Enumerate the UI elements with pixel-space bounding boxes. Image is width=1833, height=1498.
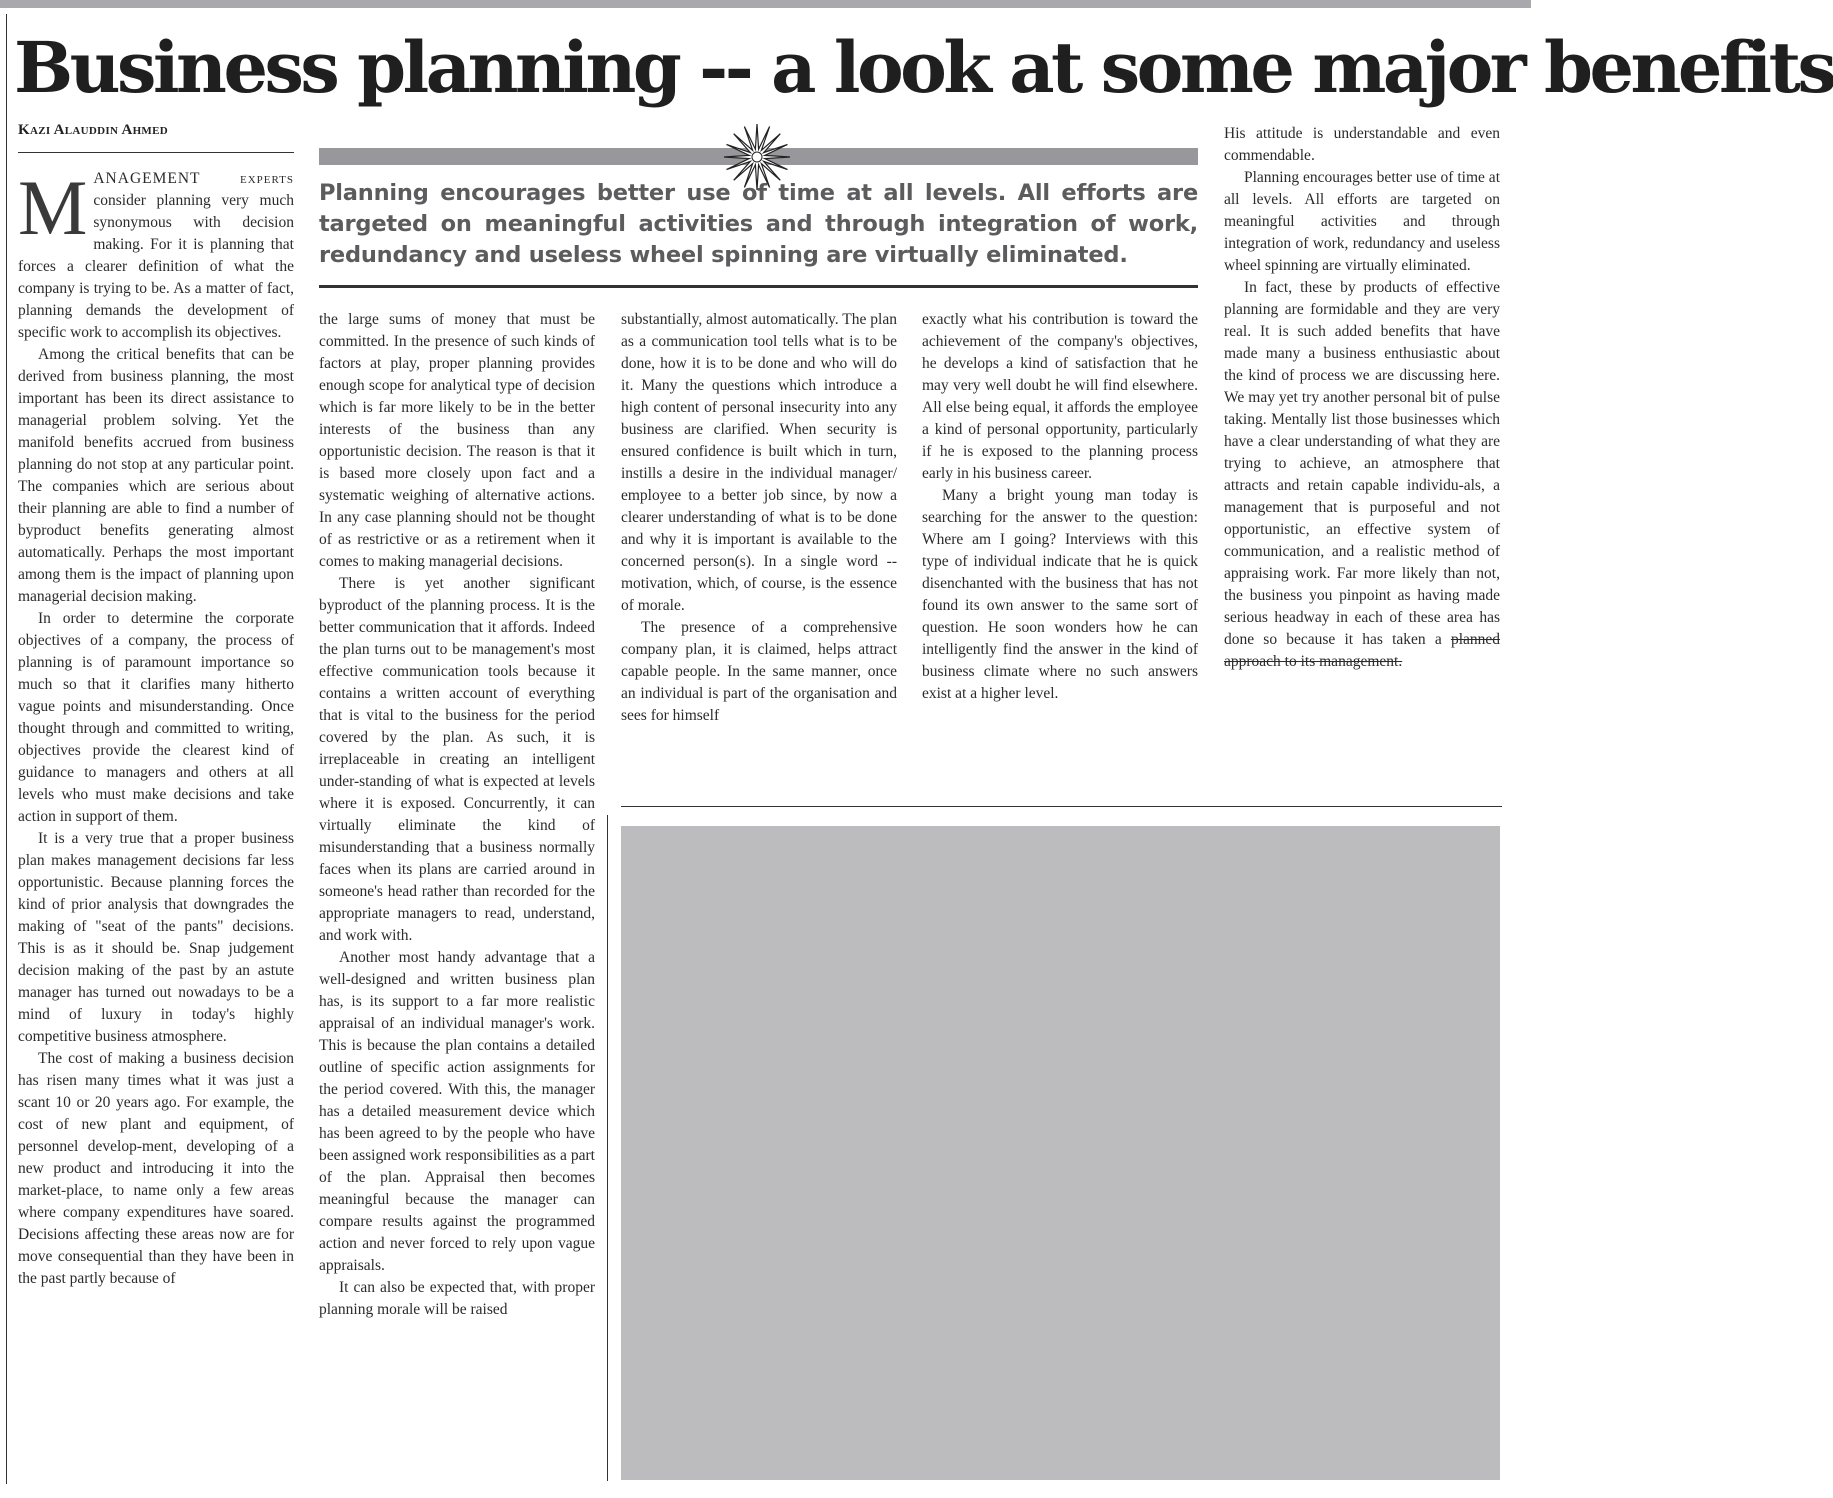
- paragraph: His attitude is understandable and even commendable.: [1224, 125, 1500, 164]
- paragraph-text: In fact, these by products of effective planning are formidable and they are very real. It is such added benefits that have made many a business enthusiastic about the kind of process we are discussing here. We may yet try another personal bit of pulse taking. Mentally list those businesses which have a clear understanding of what they are trying to achieve, an atmosphere that attracts and retain capable individu-als, a management that is purposeful and not opportunistic, an effective system of communication, and a realistic method of appraising work. Far more likely than not, the business you pinpoint as having made serious headway in each of these area has done so because it has taken a: [1224, 279, 1500, 648]
- struck-last-line: planned approach to its management.: [1224, 631, 1501, 670]
- paragraph: Another most handy advantage that a well-designed and written business plan has, is its support to a far more realistic appraisal of an individual manager's work. This is because the plan contains a detailed outline of specific action assignments for the period covered. With this, the manager has a detailed measurement device which has been agreed to by the people who have been assigned work responsibilities as a part of the plan. Appraisal then becomes meaningful because the manager can compare results against the programmed action and never forced to rely upon vague appraisals.: [319, 949, 595, 1274]
- photo-top-rule: [621, 806, 1502, 807]
- paragraph: Among the critical benefits that can be derived from business planning, the most important has been its direct assistance to managerial problem solving. Yet the manifold benefits accrued from business planning do not stop at any particular point. The companies which are serious about their planning are able to find a number of byproduct benefits generating almost automatically. Perhaps the most important among them is the impact of planning upon managerial decision making.: [18, 346, 294, 605]
- paragraph: It is a very true that a proper business plan makes management decisions far less opportunistic. Because planning forces the kind of prior analysis that downgrades the making of "seat of the pants" decisions. This is as it should be. Snap judgement decision making of the past by an astute manager has turned out nowadays to be a mind of luxury in today's highly competitive business atmosphere.: [18, 830, 294, 1045]
- paragraph: substantially, almost automatically. The plan as a communication tool tells what is to be done, how it is to be done and who will do it. Many the questions which introduce a high content of personal insecurity into any business are clarified. When security is ensured confidence is built which in turn, instills a desire in the individual manager/ employee to a better job since, by now a clearer understanding of what is to be done and why it is important is available to the concerned person(s). In a single word -- motivation, which, of course, is the essence of morale.: [621, 311, 897, 614]
- pull-quote: Planning encourages better use of time at all levels. All efforts are targeted on meaningful activities and through integration of work, redundancy and useless wheel spinning are virtually eliminated.: [319, 180, 1198, 268]
- paragraph-text: consider planning very much synonymous with decision making. For it is planning that forces a clearer definition of what the company is trying to be. As a matter of fact, planning demands the development of specific work to accomplish its objectives.: [18, 192, 294, 341]
- paragraph: exactly what his contribution is toward the achievement of the company's objectives, he develops a kind of satisfaction that he may very well doubt he will find elsewhere. All else being equal, it affords the employee a kind of personal opportunity, particularly if he is exposed to the planning process early in his business career.: [922, 311, 1198, 482]
- top-border-bar: [0, 0, 1531, 8]
- paragraph: [1224, 277, 1500, 673]
- byline: Kazi Alauddin Ahmed: [18, 122, 168, 138]
- article-column-1: [18, 164, 294, 1480]
- paragraph: The presence of a comprehensive company plan, it is claimed, helps attract capable people. In the same manner, once an individual is part of the organisation and sees for himself: [621, 619, 897, 724]
- article-column-5: [1224, 123, 1500, 773]
- paragraph: In order to determine the corporate objectives of a company, the process of planning is of paramount importance so much so that it clarifies many hitherto vague points and misunderstanding. Once thought through and committed to writing, objectives provide the clearest kind of guidance to managers and others at all levels who must make decisions and take action in support of them.: [18, 610, 294, 825]
- paragraph: the large sums of money that must be committed. In the presence of such kinds of factors at play, proper planning provides enough scope for analytical type of decision which is far more likely to be in the better interests of the business than any opportunistic decision. The reason is that it is based more closely upon fact and a systematic weighing of alternative actions. In any case planning should not be thought of as restrictive or as a retirement when it comes to making managerial decisions.: [319, 311, 595, 570]
- drop-cap: M: [18, 164, 88, 251]
- lead-in: ANAGEMENT experts: [93, 170, 294, 187]
- paragraph: Planning encourages better use of time at all levels. All efforts are targeted on meaningful activities and through integration of work, redundancy and useless wheel spinning are virtually eliminated.: [1224, 169, 1500, 274]
- paragraph: Many a bright young man today is searching for the answer to the question: Where am I going? Interviews with this type of individual indicate that he is quick disenchanted with the business that has not found its own answer to the same sort of question. He soon wonders how he can intelligently find the answer in the kind of business climate where no such answers exist at a higher level.: [922, 487, 1198, 702]
- article-column-3: [621, 309, 897, 779]
- opening-paragraph: [18, 164, 294, 344]
- column-divider: [607, 815, 608, 1481]
- headline: Business planning -- a look at some major benefits: [14, 26, 1833, 109]
- pull-quote-rule: [319, 285, 1198, 288]
- photo-placeholder: [621, 826, 1500, 1480]
- paragraph: There is yet another significant byproduct of the planning process. It is the better communication that it affords. Indeed the plan turns out to be management's most effective communication tools because it contains a written account of everything that is vital to the business for the period covered by the plan. As such, it is irreplaceable in creating an intelligent under-standing of what is expected at levels where it is exposed. Concurrently, it can virtually eliminate the kind of misunderstanding that a business normally faces when its plans are carried around in someone's head rather than recorded for the appropriate managers to read, understand, and work with.: [319, 575, 595, 944]
- paragraph: The cost of making a business decision has risen many times what it was just a scant 10 or 20 years ago. For example, the cost of new plant and equipment, of personnel develop-ment, developing of a new product and introducing it into the market-place, to name only a few areas where company expenditures have soared. Decisions affecting these areas now are for move consequential than they have been in the past partly because of: [18, 1050, 294, 1287]
- left-margin-rule: [6, 14, 7, 1484]
- paragraph: It can also be expected that, with proper planning morale will be raised: [319, 1279, 595, 1318]
- byline-divider: [18, 152, 294, 153]
- article-column-4: [922, 309, 1198, 779]
- article-column-2: [319, 309, 595, 1481]
